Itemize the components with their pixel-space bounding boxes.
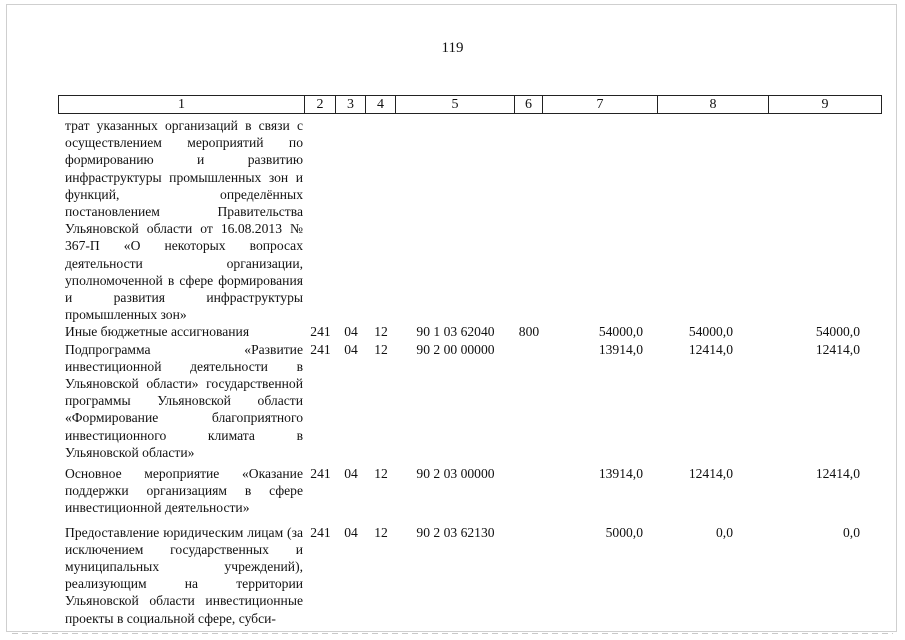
row-code-subsection	[366, 114, 396, 323]
row-code-target: 90 2 03 00000	[416, 466, 495, 482]
header-col-2: 2	[305, 95, 336, 114]
header-col-5: 5	[396, 95, 515, 114]
row-name: Иные бюджетные ассигнования	[65, 324, 250, 340]
header-col-1: 1	[58, 95, 305, 114]
row-code-expense-type	[515, 114, 543, 323]
row-code-section: 04	[344, 466, 358, 482]
row-amount-1: 13914,0	[598, 466, 643, 482]
header-col-4: 4	[366, 95, 396, 114]
row-code-target: 90 2 00 00000	[416, 341, 495, 357]
row-code-ministry: 241	[310, 341, 331, 357]
row-name: Основное мероприятие «Оказание поддержки организациям в сфере инвестиционной деятельности»	[65, 466, 303, 516]
header-col-8: 8	[658, 95, 769, 114]
row-amount-1	[543, 114, 658, 323]
header-col-7: 7	[543, 95, 658, 114]
row-amount-2: 12414,0	[688, 466, 733, 482]
row-code-subsection: 12	[374, 324, 388, 340]
row-code-section: 04	[344, 524, 358, 540]
row-code-section	[336, 114, 366, 323]
row-amount-1: 13914,0	[598, 341, 643, 357]
budget-table	[58, 95, 882, 627]
scan-artifact-line	[12, 633, 893, 634]
row-amount-3: 54000,0	[815, 324, 860, 340]
row-code-expense-type	[515, 341, 543, 461]
row-name: Подпрограмма «Развитие инвестиционной деятельности в Ульяновской области» государственной программы Ульяновской области «Формирование благоприятного инвестиционного климата в Ульяновской области»	[65, 341, 303, 460]
row-amount-3: 0,0	[843, 524, 860, 540]
row-amount-3	[769, 114, 882, 323]
row-code-subsection: 12	[374, 466, 388, 482]
header-col-9: 9	[769, 95, 882, 114]
row-code-ministry	[305, 114, 336, 323]
row-amount-2: 12414,0	[688, 341, 733, 357]
page-number: 119	[441, 40, 464, 56]
header-col-6: 6	[515, 95, 543, 114]
header-col-3: 3	[336, 95, 366, 114]
row-code-section: 04	[344, 341, 358, 357]
row-code-target	[396, 114, 515, 323]
row-code-target: 90 1 03 62040	[416, 324, 495, 340]
row-code-expense-type	[515, 517, 543, 627]
row-name: Предоставление юридическим лицам (за исключением государственных и муниципальных учреждений), реализующим на территории Ульяновской области инвестиционные проекты в социальной сфере, субси-	[65, 524, 303, 626]
row-amount-3: 12414,0	[815, 466, 860, 482]
row-code-ministry: 241	[310, 466, 331, 482]
row-name: трат указанных организаций в связи с осуществлением мероприятий по формированию и развитию инфраструктуры промышленных зон и функций, определённых постановлением Правительства Ульяновской области от 16.08.2013 № 367-П «О некоторых вопросах деятельности организации, уполномоченной в сфере формирования и развития инфраструктуры промышленных зон»	[65, 118, 303, 323]
row-code-expense-type: 800	[518, 324, 540, 340]
row-code-expense-type	[515, 461, 543, 517]
row-code-subsection: 12	[374, 341, 388, 357]
row-code-ministry: 241	[310, 324, 331, 340]
row-amount-1: 5000,0	[605, 524, 643, 540]
row-amount-3: 12414,0	[815, 341, 860, 357]
row-code-target: 90 2 03 62130	[416, 524, 495, 540]
row-amount-2: 54000,0	[688, 324, 733, 340]
row-amount-2: 0,0	[716, 524, 733, 540]
row-amount-2	[658, 114, 769, 323]
row-amount-1: 54000,0	[598, 324, 643, 340]
row-code-subsection: 12	[374, 524, 388, 540]
row-code-ministry: 241	[310, 524, 331, 540]
row-code-section: 04	[344, 324, 358, 340]
